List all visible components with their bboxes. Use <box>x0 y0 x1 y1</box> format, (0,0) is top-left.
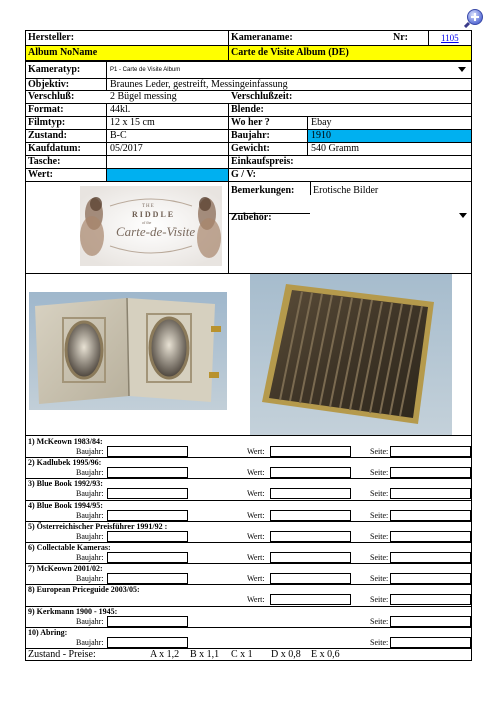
wert-label: Wert: <box>28 169 53 180</box>
baujahr-value: 1910 <box>311 130 331 141</box>
zustand-preise-c: C x 1 <box>231 649 253 660</box>
nr-link[interactable]: 1105 <box>441 33 459 43</box>
price-guide-seite-label: Seite: <box>370 574 389 583</box>
price-guide-title: 1) McKeown 1983/84: <box>28 437 103 446</box>
price-guide-title: 2) Kadlubek 1995/96: <box>28 458 102 467</box>
price-guide-baujahr-label: Baujahr: <box>76 638 104 647</box>
price-guide-seite-label: Seite: <box>370 468 389 477</box>
price-guide-baujahr-field[interactable] <box>107 531 188 542</box>
price-guide-title: 10) Abring: <box>28 628 68 637</box>
price-guide-title: 6) Collectable Kameras: <box>28 543 111 552</box>
price-guide-seite-label: Seite: <box>370 617 389 626</box>
kameratyp-select[interactable]: P1 - Carte de Visite Album <box>110 67 181 73</box>
price-guide-seite-field[interactable] <box>390 467 471 478</box>
baujahr-value-bg <box>308 130 471 142</box>
price-guide-seite-field[interactable] <box>390 594 471 605</box>
price-guide-divider <box>25 521 472 522</box>
zoom-in-icon[interactable] <box>464 8 484 28</box>
baujahr-label: Baujahr: <box>231 130 270 141</box>
gewicht-label: Gewicht: <box>231 143 270 154</box>
zustand-preise-b: B x 1,1 <box>190 649 220 660</box>
format-value: 44kl. <box>110 104 131 115</box>
objektiv-label: Objektiv: <box>28 79 70 90</box>
zubehoer-dropdown-icon[interactable] <box>459 213 467 218</box>
zustand-preise-a: A x 1,2 <box>150 649 180 660</box>
price-guide-wert-label: Wert: <box>247 532 265 541</box>
price-guide-wert-field[interactable] <box>270 594 351 605</box>
logo-text-the: THE <box>142 204 155 209</box>
price-guide-wert-field[interactable] <box>270 552 351 563</box>
price-guide-baujahr-field[interactable] <box>107 467 188 478</box>
woher-value: Ebay <box>311 117 332 128</box>
price-guide-seite-label: Seite: <box>370 595 389 604</box>
nr-label: Nr: <box>393 32 408 43</box>
price-guide-baujahr-label: Baujahr: <box>76 468 104 477</box>
price-guide-wert-field[interactable] <box>270 573 351 584</box>
price-guide-divider <box>25 500 472 501</box>
price-guide-title: 9) Kerkmann 1900 - 1945: <box>28 607 118 616</box>
price-guide-seite-field[interactable] <box>390 637 471 648</box>
price-guide-baujahr-field[interactable] <box>107 637 188 648</box>
price-guide-title: 3) Blue Book 1992/93: <box>28 479 103 488</box>
kameratyp-dropdown-icon[interactable] <box>458 67 466 72</box>
objektiv-value: Braunes Leder, gestreift, Messingeinfassung <box>110 79 288 90</box>
tasche-label: Tasche: <box>28 156 61 167</box>
price-guide-seite-field[interactable] <box>390 488 471 499</box>
price-guide-seite-field[interactable] <box>390 446 471 457</box>
album-cover-photo <box>250 274 452 436</box>
kaufdatum-value: 05/2017 <box>110 143 143 154</box>
logo-text-cdv: Carte-de-Visite <box>116 224 196 239</box>
filmtyp-label: Filmtyp: <box>28 117 66 128</box>
price-guide-baujahr-label: Baujahr: <box>76 617 104 626</box>
price-guide-seite-field[interactable] <box>390 552 471 563</box>
price-guide-seite-field[interactable] <box>390 616 471 627</box>
price-guide-baujahr-label: Baujahr: <box>76 489 104 498</box>
price-guide-wert-label: Wert: <box>247 574 265 583</box>
hersteller-label: Hersteller: <box>28 32 75 43</box>
price-guide-wert-label: Wert: <box>247 553 265 562</box>
price-guide-baujahr-label: Baujahr: <box>76 574 104 583</box>
price-guide-baujahr-field[interactable] <box>107 488 188 499</box>
gewicht-value: 540 Gramm <box>311 143 360 154</box>
price-guide-title: 7) McKeown 2001/02: <box>28 564 103 573</box>
zustand-preise-d: D x 0,8 <box>271 649 301 660</box>
price-guide-wert-field[interactable] <box>270 510 351 521</box>
price-guide-seite-label: Seite: <box>370 489 389 498</box>
price-guide-baujahr-label: Baujahr: <box>76 447 104 456</box>
price-guide-title: 5) Österreichischer Preisführer 1991/92 : <box>28 522 168 531</box>
price-guide-wert-label: Wert: <box>247 511 265 520</box>
price-guide-baujahr-label: Baujahr: <box>76 553 104 562</box>
einkaufspreis-label: Einkaufspreis: <box>231 156 294 167</box>
format-label: Format: <box>28 104 64 115</box>
price-guide-wert-label: Wert: <box>247 595 265 604</box>
price-guide-seite-label: Seite: <box>370 511 389 520</box>
price-guide-divider <box>25 563 472 564</box>
verschlusszeit-label: Verschlußzeit: <box>231 91 293 102</box>
price-guide-baujahr-field[interactable] <box>107 616 188 627</box>
price-guide-title: 4) Blue Book 1994/95: <box>28 501 103 510</box>
price-guide-divider <box>25 542 472 543</box>
price-guide-seite-label: Seite: <box>370 638 389 647</box>
price-guide-divider <box>25 606 472 607</box>
price-guide-baujahr-field[interactable] <box>107 446 188 457</box>
logo-text-ofthe: of the <box>142 220 152 225</box>
blende-label: Blende: <box>231 104 264 115</box>
price-guide-baujahr-field[interactable] <box>107 573 188 584</box>
kameraname-label: Kameraname: <box>231 32 293 43</box>
woher-label: Wo her ? <box>231 117 270 128</box>
price-guide-wert-label: Wert: <box>247 468 265 477</box>
price-guide-wert-field[interactable] <box>270 446 351 457</box>
price-guide-seite-label: Seite: <box>370 553 389 562</box>
price-guide-wert-label: Wert: <box>247 489 265 498</box>
zubehoer-label: Zubehör: <box>231 212 272 223</box>
kameraname-value: Carte de Visite Album (DE) <box>231 47 349 58</box>
price-guide-seite-label: Seite: <box>370 532 389 541</box>
price-guide-baujahr-label: Baujahr: <box>76 511 104 520</box>
zustand-preise-e: E x 0,6 <box>311 649 340 660</box>
gv-label: G / V: <box>231 169 257 180</box>
price-guide-baujahr-field[interactable] <box>107 552 188 563</box>
kaufdatum-label: Kaufdatum: <box>28 143 81 154</box>
wert-value-bg <box>107 169 228 181</box>
logo-text-riddle: RIDDLE <box>132 210 176 219</box>
book-logo-image <box>80 186 222 266</box>
price-guide-seite-label: Seite: <box>370 447 389 456</box>
open-album-photo <box>29 292 227 410</box>
hersteller-value: Album NoName <box>28 47 98 58</box>
price-guide-wert-field[interactable] <box>270 488 351 499</box>
zustand-value: B-C <box>110 130 127 141</box>
price-guide-seite-field[interactable] <box>390 531 471 542</box>
filmtyp-value: 12 x 15 cm <box>110 117 155 128</box>
price-guide-wert-field[interactable] <box>270 531 351 542</box>
zustand-preise-label: Zustand - Preise: <box>28 649 96 660</box>
price-guide-baujahr-field[interactable] <box>107 510 188 521</box>
verschluss-value: 2 Bügel messing <box>110 91 177 102</box>
price-guide-wert-field[interactable] <box>270 467 351 478</box>
kameratyp-label: Kameratyp: <box>28 64 81 75</box>
price-guide-baujahr-label: Baujahr: <box>76 532 104 541</box>
price-guide-seite-field[interactable] <box>390 573 471 584</box>
price-guide-seite-field[interactable] <box>390 510 471 521</box>
price-guide-divider <box>25 457 472 458</box>
price-guide-divider <box>25 627 472 628</box>
price-guide-divider <box>25 584 472 585</box>
bemerkungen-label: Bemerkungen: <box>231 185 295 196</box>
zustand-label: Zustand: <box>28 130 67 141</box>
price-guide-wert-label: Wert: <box>247 447 265 456</box>
verschluss-label: Verschluß: <box>28 91 75 102</box>
price-guide-divider <box>25 478 472 479</box>
bemerkungen-value: Erotische Bilder <box>313 185 379 196</box>
price-guide-title: 8) European Priceguide 2003/05: <box>28 585 140 594</box>
